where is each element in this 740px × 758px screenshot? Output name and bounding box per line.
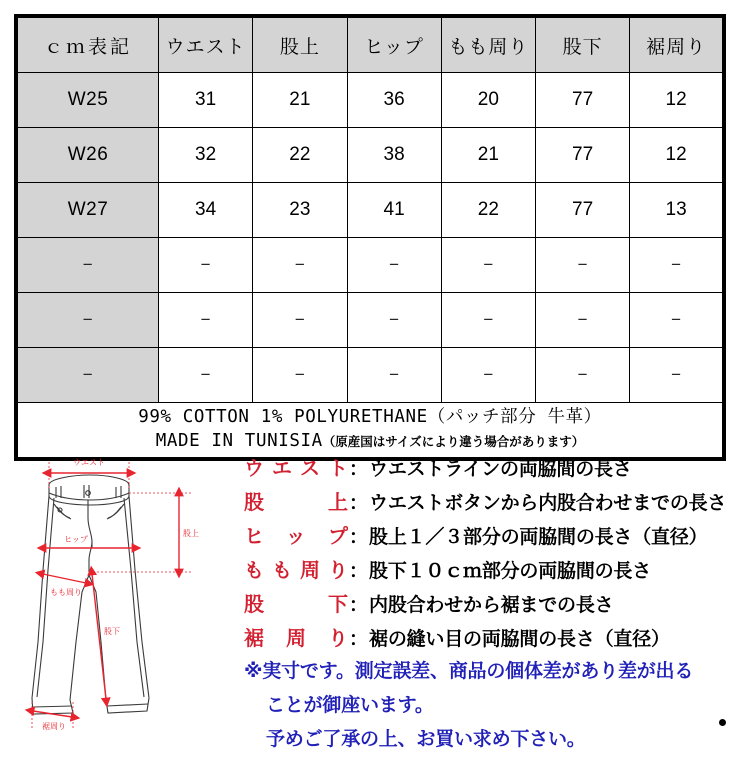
cell-rise: 21 [253, 73, 347, 128]
cell-inseam: − [536, 348, 630, 403]
material-origin-note [16, 403, 724, 460]
hem-label: 裾周り [42, 722, 66, 731]
cell-inseam: 77 [536, 183, 630, 238]
cell-hem: − [630, 238, 724, 293]
jeans-diagram-svg [16, 452, 238, 736]
column-header-hem: 裾周り [630, 16, 724, 73]
row-header-size: W25 [16, 73, 159, 128]
table-footnote-row [16, 403, 724, 460]
cell-thigh: − [441, 238, 535, 293]
size-chart-table [14, 14, 726, 461]
legend-desc-hem: 裾の縫い目の両脇間の長さ（直径） [369, 628, 670, 650]
cell-rise: 23 [253, 183, 347, 238]
row-header-size: − [16, 348, 159, 403]
cell-rise: 22 [253, 128, 347, 183]
cell-hip: 36 [347, 73, 441, 128]
cell-hem: 12 [630, 128, 724, 183]
legend-colon: ： [349, 561, 369, 582]
legend-desc-rise: ウエストボタンから内股合わせまでの長さ [369, 492, 727, 514]
cell-inseam: 77 [536, 73, 630, 128]
thigh-measure-arrow [43, 574, 86, 597]
disclaimer-line-2: ことが御座います。 [266, 694, 434, 716]
legend-desc-waist: ウエストラインの両脇間の長さ [369, 458, 632, 480]
cell-hip: − [347, 293, 441, 348]
cell-inseam: − [536, 238, 630, 293]
cell-waist: − [159, 293, 253, 348]
thigh-label: もも周り [50, 588, 82, 597]
cell-hip: 38 [347, 128, 441, 183]
cell-hem: 13 [630, 183, 724, 238]
legend-term-hem: 裾周り [244, 626, 348, 650]
table-header-row [16, 16, 724, 73]
row-header-size: W27 [16, 183, 159, 238]
column-header-inseam: 股下 [536, 16, 630, 73]
cell-inseam: − [536, 293, 630, 348]
cell-hip: − [347, 348, 441, 403]
cell-thigh: − [441, 293, 535, 348]
corner-dot-artifact [719, 719, 726, 726]
country-of-origin-text [18, 430, 722, 454]
rise-measure-arrow [179, 495, 199, 570]
legend-item-inseam [244, 588, 734, 622]
rise-label: 股上 [183, 529, 199, 538]
inseam-label: 股下 [104, 627, 120, 636]
column-header-cm-notation: ｃｍ表記 [16, 16, 159, 73]
disclaimer-line-3: 予めご了承の上、お買い求め下さい。 [266, 728, 586, 750]
cell-hem: − [630, 348, 724, 403]
legend-term-inseam: 股下 [244, 592, 348, 616]
material-composition-text: 99% COTTON 1% POLYURETHANE（パッチ部分 牛革） [138, 407, 602, 428]
hip-measure-arrow [45, 535, 133, 548]
legend-term-rise: 股上 [244, 490, 348, 514]
legend-desc-hip: 股上１／３部分の両脇間の長さ（直径） [369, 526, 708, 548]
measurement-legend [244, 452, 734, 758]
column-header-waist: ウエスト [159, 16, 253, 73]
cell-waist: − [159, 238, 253, 293]
row-header-size: − [16, 238, 159, 293]
table-row [16, 348, 724, 403]
disclaimer-line-1: ※実寸です。測定誤差、商品の個体差があり差が出る [244, 660, 694, 682]
legend-colon: ： [349, 629, 369, 650]
table-row [16, 293, 724, 348]
cell-waist: 32 [159, 128, 253, 183]
cell-waist: 31 [159, 73, 253, 128]
column-header-rise: 股上 [253, 16, 347, 73]
cell-thigh: − [441, 348, 535, 403]
legend-item-thigh [244, 554, 734, 588]
legend-item-hip [244, 520, 734, 554]
legend-desc-inseam: 内股合わせから裾までの長さ [369, 594, 614, 616]
column-header-hip: ヒップ [347, 16, 441, 73]
legend-item-hem [244, 622, 734, 656]
cell-waist: 34 [159, 183, 253, 238]
legend-item-rise [244, 486, 734, 520]
legend-term-hip: ヒップ [244, 524, 348, 548]
waist-label: ウエスト [73, 458, 105, 467]
origin-disclaimer-text: （原産国はサイズにより違う場合があります） [322, 434, 585, 449]
legend-desc-thigh: 股下１０ｃｍ部分の両脇間の長さ [369, 560, 652, 582]
cell-rise: − [253, 348, 347, 403]
cell-inseam: 77 [536, 128, 630, 183]
jeans-measurement-diagram [16, 452, 238, 736]
table-row [16, 238, 724, 293]
row-header-size: − [16, 293, 159, 348]
legend-colon: ： [349, 595, 369, 616]
cell-hem: − [630, 293, 724, 348]
size-chart-table-container [14, 14, 726, 461]
legend-colon: ： [349, 493, 369, 514]
cell-hip: 41 [347, 183, 441, 238]
hip-label: ヒップ [64, 535, 88, 544]
legend-colon: ： [349, 527, 369, 548]
table-row [16, 73, 724, 128]
row-header-size: W26 [16, 128, 159, 183]
cell-thigh: 22 [441, 183, 535, 238]
waist-measure-arrow [50, 458, 128, 473]
cell-hem: 12 [630, 73, 724, 128]
cell-rise: − [253, 293, 347, 348]
cell-thigh: 20 [441, 73, 535, 128]
cell-rise: − [253, 238, 347, 293]
legend-colon: ： [349, 459, 369, 480]
cell-hip: − [347, 238, 441, 293]
legend-item-waist [244, 452, 734, 486]
table-row [16, 128, 724, 183]
table-row [16, 183, 724, 238]
cell-waist: − [159, 348, 253, 403]
legend-term-thigh: もも周り [244, 558, 348, 582]
cell-thigh: 21 [441, 128, 535, 183]
column-header-thigh: もも周り [441, 16, 535, 73]
table-body [16, 73, 724, 460]
legend-term-waist: ウエスト [244, 456, 348, 480]
table-header [16, 16, 724, 73]
made-in-text: MADE IN TUNISIA [155, 431, 323, 451]
